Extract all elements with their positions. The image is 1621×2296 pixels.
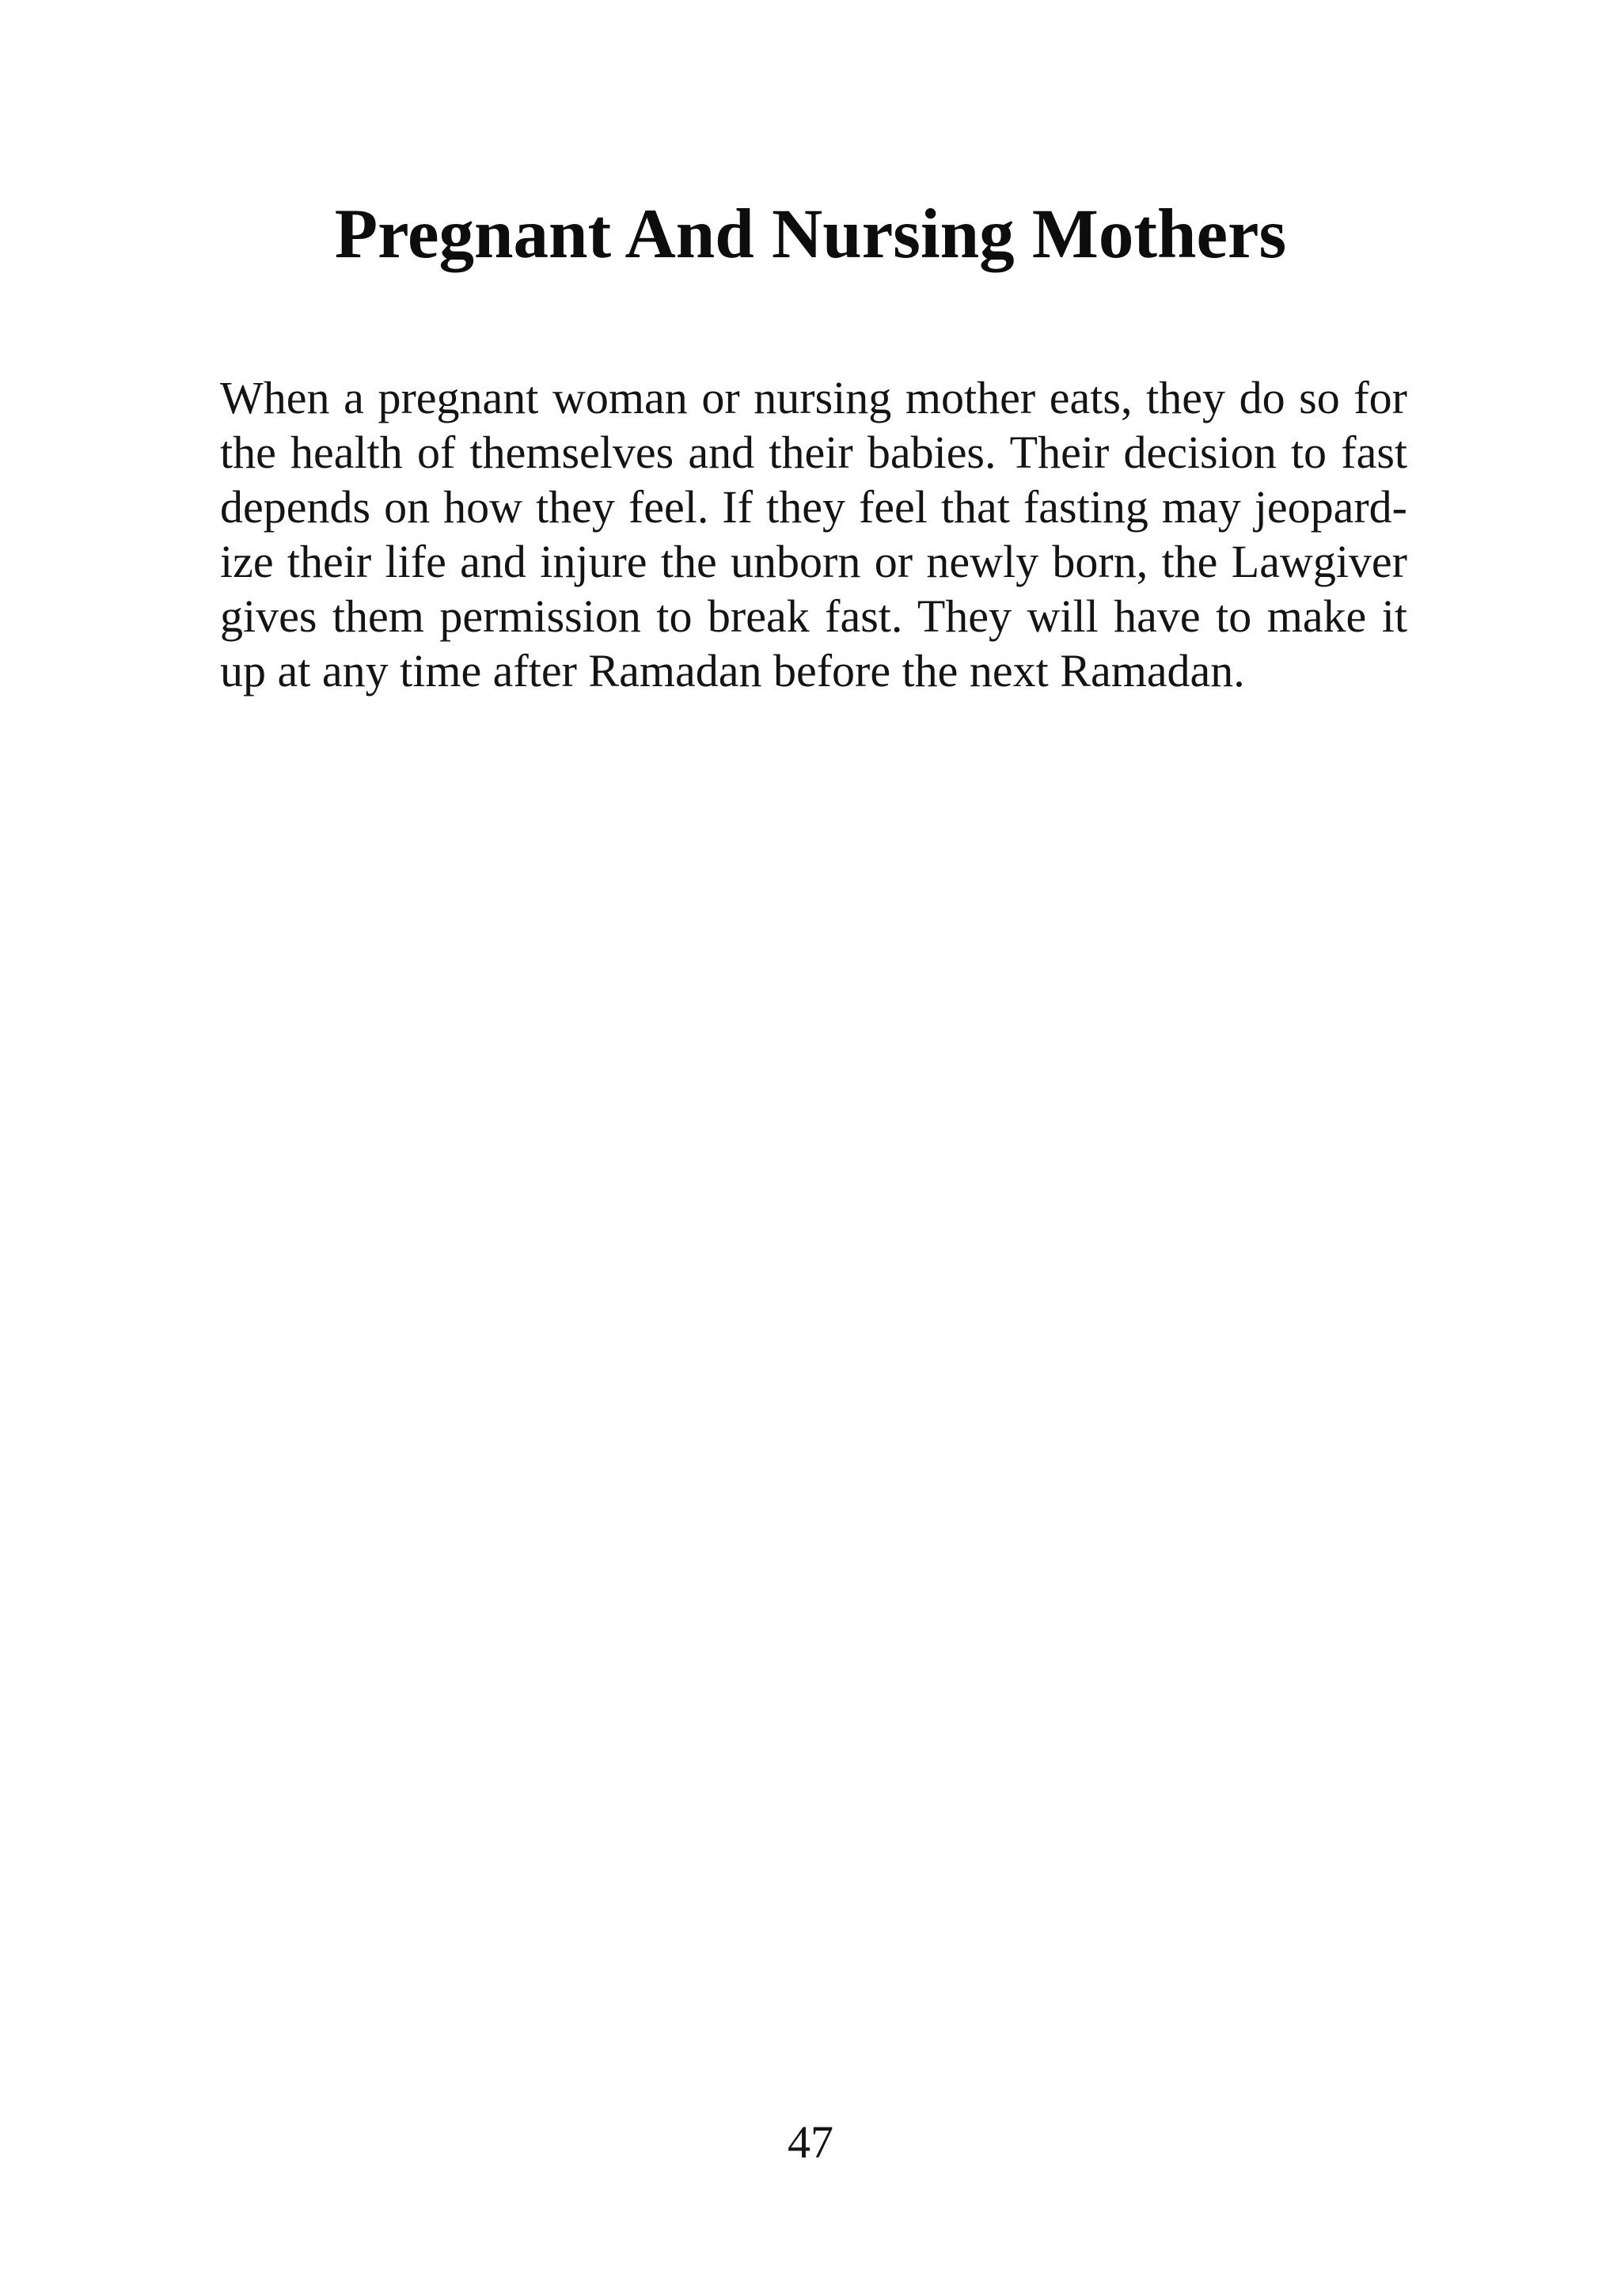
page-title: Pregnant And Nursing Mothers <box>334 195 1287 273</box>
body-paragraph <box>220 370 1407 698</box>
paragraph-line: When a pregnant woman or nursing mother eats, they do so for <box>220 372 1407 423</box>
page-number: 47 <box>788 2116 833 2168</box>
paragraph-line: gives them permission to break fast. They will have to make it <box>220 590 1407 642</box>
paragraph-line: depends on how they feel. If they feel that fasting may jeopard- <box>220 481 1407 533</box>
paragraph-line: up at any time after Ramadan before the next Ramadan. <box>220 645 1245 696</box>
paragraph-line: the health of themselves and their babies. Their decision to fast <box>220 427 1407 478</box>
paragraph-line: ize their life and injure the unborn or newly born, the Lawgiver <box>220 536 1407 587</box>
